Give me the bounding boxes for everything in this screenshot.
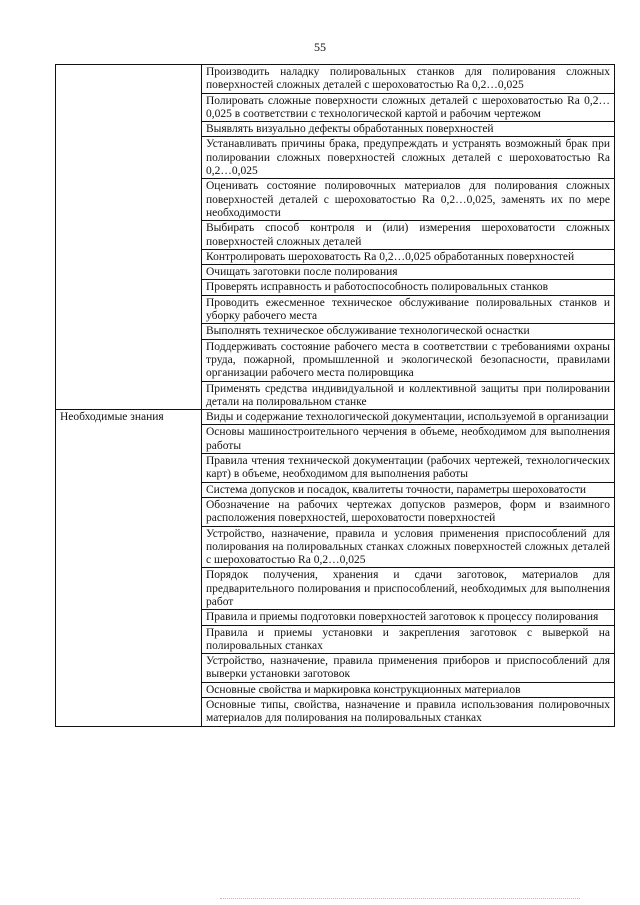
scan-artifact-line <box>220 898 580 901</box>
knowledge-item: Правила и приемы подготовки поверхностей заготовок к процессу полирования <box>202 610 615 625</box>
skill-item: Оценивать состояние полировочных материалов для полирования сложных поверхностей деталей с шероховатостью Ra 0,2…0,025, заменять их по мере необходимости <box>202 179 615 221</box>
skills-section-label <box>56 65 202 410</box>
knowledge-item: Устройство, назначение, правила и условия применения приспособлений для полирования на полировальных станках сложных поверхностей сложных деталей с шероховатостью Ra 0,2…0,025 <box>202 526 615 568</box>
competency-table <box>55 64 615 727</box>
knowledge-item: Основные свойства и маркировка конструкционных материалов <box>202 682 615 697</box>
knowledge-item: Основы машиностроительного черчения в объеме, необходимом для выполнения работы <box>202 425 615 454</box>
page-number: 55 <box>314 40 326 54</box>
knowledge-item: Обозначение на рабочих чертежах допусков размеров, форм и взаимного расположения поверхностей, шероховатости поверхностей <box>202 497 615 526</box>
knowledge-row <box>56 410 615 425</box>
skill-item: Устанавливать причины брака, предупреждать и устранять возможный брак при полировании сложных поверхностей сложных деталей с шероховатостью Ra 0,2…0,025 <box>202 137 615 179</box>
skill-row <box>56 65 615 94</box>
knowledge-item: Система допусков и посадок, квалитеты точности, параметры шероховатости <box>202 482 615 497</box>
knowledge-section-label: Необходимые знания <box>56 410 202 727</box>
knowledge-item: Правила и приемы установки и закрепления заготовок с выверкой на полировальных станках <box>202 625 615 654</box>
skill-item: Полировать сложные поверхности сложных деталей с шероховатостью Ra 0,2…0,025 в соответствии с технологической картой и рабочим чертежом <box>202 93 615 122</box>
skill-item: Применять средства индивидуальной и коллективной защиты при полировании детали на полировальном станке <box>202 381 615 410</box>
knowledge-item: Основные типы, свойства, назначение и правила использования полировочных материалов для полирования на полировальных станках <box>202 698 615 727</box>
knowledge-item: Правила чтения технической документации (рабочих чертежей, технологических карт) в объеме, необходимом для выполнения работы <box>202 454 615 483</box>
skill-item: Очищать заготовки после полирования <box>202 265 615 280</box>
knowledge-item: Устройство, назначение, правила применения приборов и приспособлений для выверки установки заготовок <box>202 654 615 683</box>
knowledge-item: Виды и содержание технологической документации, используемой в организации <box>202 410 615 425</box>
knowledge-item: Порядок получения, хранения и сдачи заготовок, материалов для предварительного полирования и приспособлений, необходимых для выполнения работ <box>202 568 615 610</box>
skill-item: Выполнять техническое обслуживание технологической оснастки <box>202 324 615 339</box>
skill-item: Проверять исправность и работоспособность полировальных станков <box>202 280 615 295</box>
skill-item: Поддерживать состояние рабочего места в соответствии с требованиями охраны труда, пожарной, промышленной и экологической безопасности, правилами организации рабочего места полировщика <box>202 339 615 381</box>
skill-item: Контролировать шероховатость Ra 0,2…0,025 обработанных поверхностей <box>202 249 615 264</box>
skill-item: Выявлять визуально дефекты обработанных поверхностей <box>202 122 615 137</box>
skill-item: Проводить ежесменное техническое обслуживание полировальных станков и уборку рабочего места <box>202 295 615 324</box>
skill-item: Производить наладку полировальных станков для полирования сложных поверхностей сложных деталей с шероховатостью Ra 0,2…0,025 <box>202 65 615 94</box>
skill-item: Выбирать способ контроля и (или) измерения шероховатости сложных поверхностей сложных деталей <box>202 221 615 250</box>
competency-table-body <box>56 65 615 727</box>
